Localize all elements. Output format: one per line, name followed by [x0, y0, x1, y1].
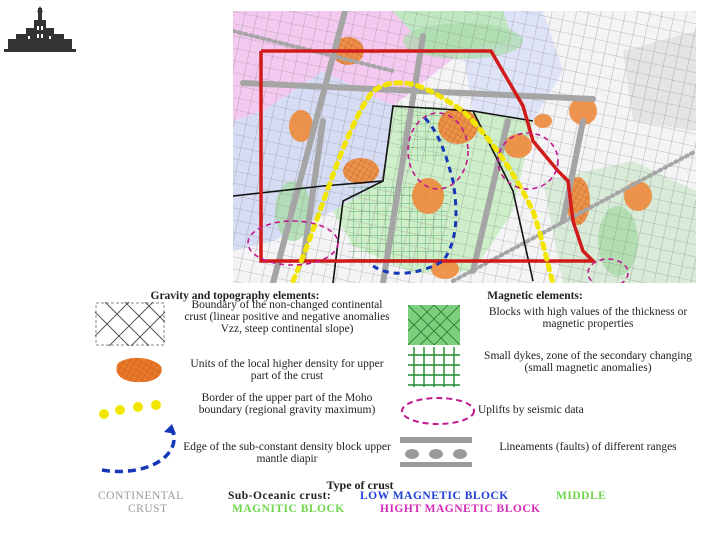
magnetic-header: Magnetic elements: — [487, 290, 583, 302]
blocks-pattern-symbol — [408, 305, 460, 345]
lineament-symbol — [400, 437, 472, 467]
middle-label-a: MIDDLE — [556, 490, 607, 502]
low-magnetic-block: LOW MAGNETIC BLOCK — [360, 490, 509, 502]
university-logo — [4, 6, 76, 52]
sub-oceanic-label: Sub-Oceanic crust: — [228, 490, 332, 502]
moho-border-symbol — [96, 398, 176, 420]
crust-title: Type of crust — [326, 478, 394, 492]
density-label: Units of the local higher density for upper part of the crust — [190, 358, 384, 382]
blocks-label: Blocks with high values of the thickness or magnetic properties — [488, 306, 688, 330]
density-unit-symbol — [110, 355, 166, 385]
uplift-ellipse-symbol — [398, 394, 478, 428]
lineaments-label: Lineaments (faults) of different ranges — [499, 441, 677, 453]
middle-label-b: MAGNITIC BLOCK — [232, 503, 345, 515]
boundary-label: Boundary of the non-changed continental crust (linear positive and negative anomalies Vzz, steep continental slope) — [184, 299, 390, 335]
high-magnetic-block: HIGHT MAGNETIC BLOCK — [380, 503, 541, 515]
diapir-label: Edge of the sub-constant density block upper mantle diapir — [183, 441, 391, 465]
geologic-map — [233, 11, 696, 283]
diapir-edge-symbol — [98, 424, 186, 476]
moho-label: Border of the upper part of the Moho boundary (regional gravity maximum) — [198, 392, 376, 416]
gravity-header: Gravity and topography elements: — [150, 290, 320, 302]
uplifts-label: Uplifts by seismic data — [478, 404, 584, 416]
continental-line2: CRUST — [128, 503, 168, 515]
boundary-pattern-symbol — [95, 302, 165, 346]
dykes-pattern-symbol — [408, 347, 460, 387]
continental-line1: CONTINENTAL — [98, 490, 184, 502]
dykes-label: Small dykes, zone of the secondary changing (small magnetic anomalies) — [484, 350, 692, 374]
